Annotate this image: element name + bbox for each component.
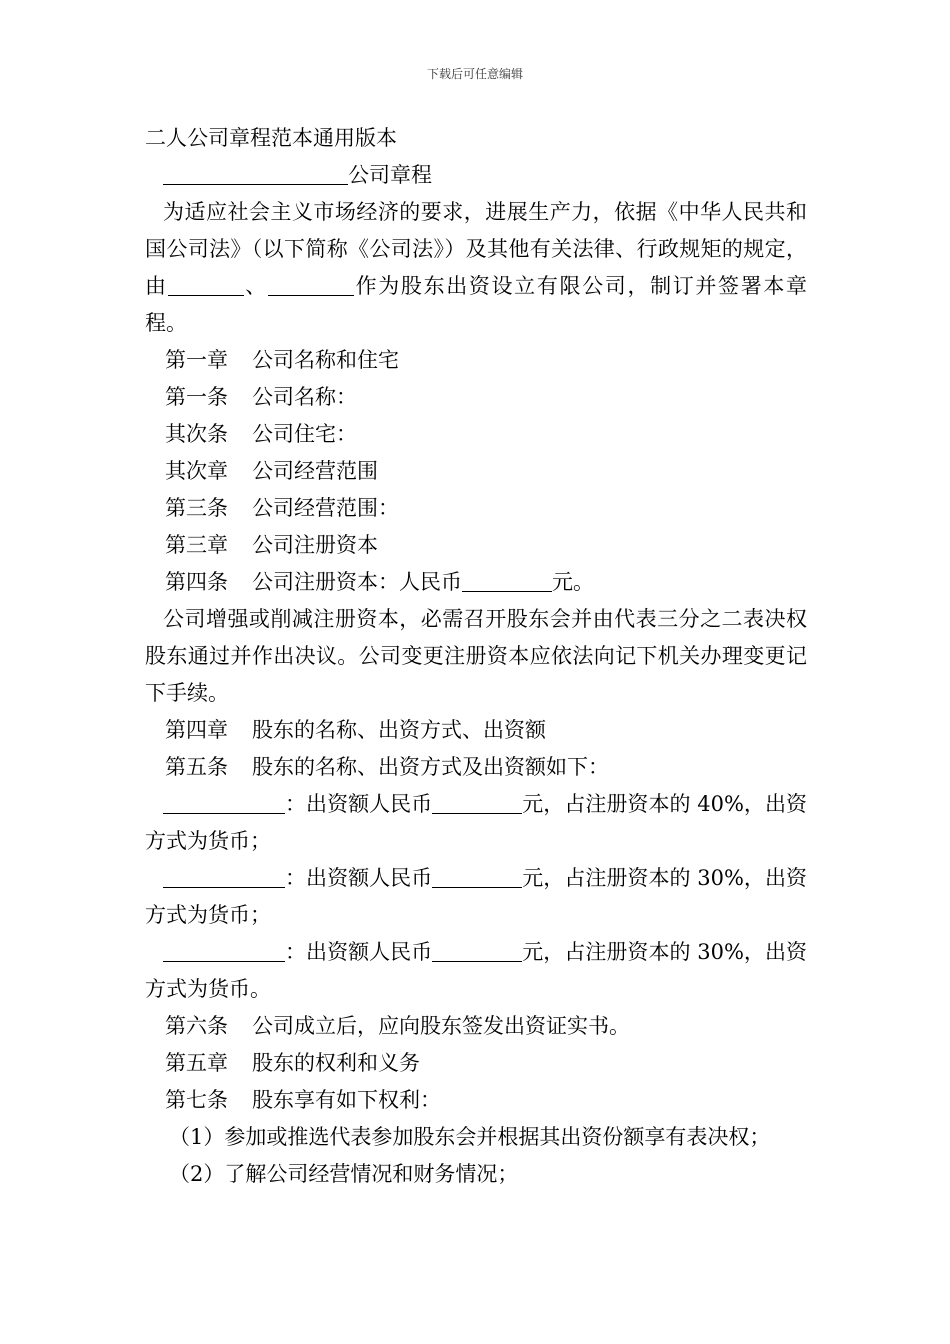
right-item: （1）参加或推选代表参加股东会并根据其出资份额享有表决权； [169, 1125, 771, 1149]
capital-change-paragraph: 公司增强或削减注册资本，必需召开股东会并由代表三分之二表决权股东通过并作出决议。公司变更注册资本应依法向记下机关办理变更记下手续。 [145, 607, 807, 705]
shareholder-name-blank [163, 938, 285, 961]
contribution-amount-blank [432, 790, 522, 813]
article-7: 第七条 股东享有如下权利： [165, 1088, 441, 1112]
shareholder-2-blank [268, 272, 354, 295]
chapter-1-heading: 第一章 公司名称和住宅 [165, 348, 399, 372]
document-title: 二人公司章程范本通用版本 [145, 126, 397, 150]
article-6: 第六条 公司成立后，应向股东签发出资证实书。 [165, 1014, 630, 1038]
document-body [145, 120, 807, 1193]
company-name-blank [163, 161, 348, 184]
shareholder-1-blank [168, 272, 244, 295]
shareholder-name-blank [163, 790, 285, 813]
registered-capital-blank [462, 568, 552, 591]
page-header-note: 下载后可任意编辑 [426, 67, 523, 81]
article-4: 第四条 公司注册资本：人民币 元。 [165, 570, 594, 594]
article-3: 第三条 公司经营范围： [165, 496, 399, 520]
article-5: 第五条 股东的名称、出资方式及出资额如下： [165, 755, 609, 779]
article-1: 第一条 公司名称： [165, 385, 357, 409]
preamble-paragraph: 为适应社会主义市场经济的要求，进展生产力，依据《中华人民共和国公司法》（以下简称《公司法》）及其他有关法律、行政规矩的规定，由 、 作为股东出资设立有限公司，制订并签署本章程。 [145, 200, 808, 335]
chapter-5-heading: 第五章 股东的权利和义务 [165, 1051, 420, 1075]
contribution-amount-blank [432, 938, 522, 961]
shareholder-1-entry: ：出资额人民币 元，占注册资本的 40%，出资方式为货币； [145, 792, 807, 853]
chapter-2-heading: 其次章 公司经营范围 [165, 459, 378, 483]
shareholder-name-blank [163, 864, 285, 887]
shareholder-3-entry: ：出资额人民币 元，占注册资本的 30%，出资方式为货币。 [145, 940, 807, 1001]
right-item: （2）了解公司经营情况和财务情况； [169, 1162, 519, 1186]
shareholder-2-entry: ：出资额人民币 元，占注册资本的 30%，出资方式为货币； [145, 866, 807, 927]
document-subtitle: 公司章程 [145, 157, 807, 194]
chapter-3-heading: 第三章 公司注册资本 [165, 533, 378, 557]
contribution-amount-blank [432, 864, 522, 887]
chapter-4-heading: 第四章 股东的名称、出资方式、出资额 [165, 718, 546, 742]
article-2: 其次条 公司住宅： [165, 422, 357, 446]
